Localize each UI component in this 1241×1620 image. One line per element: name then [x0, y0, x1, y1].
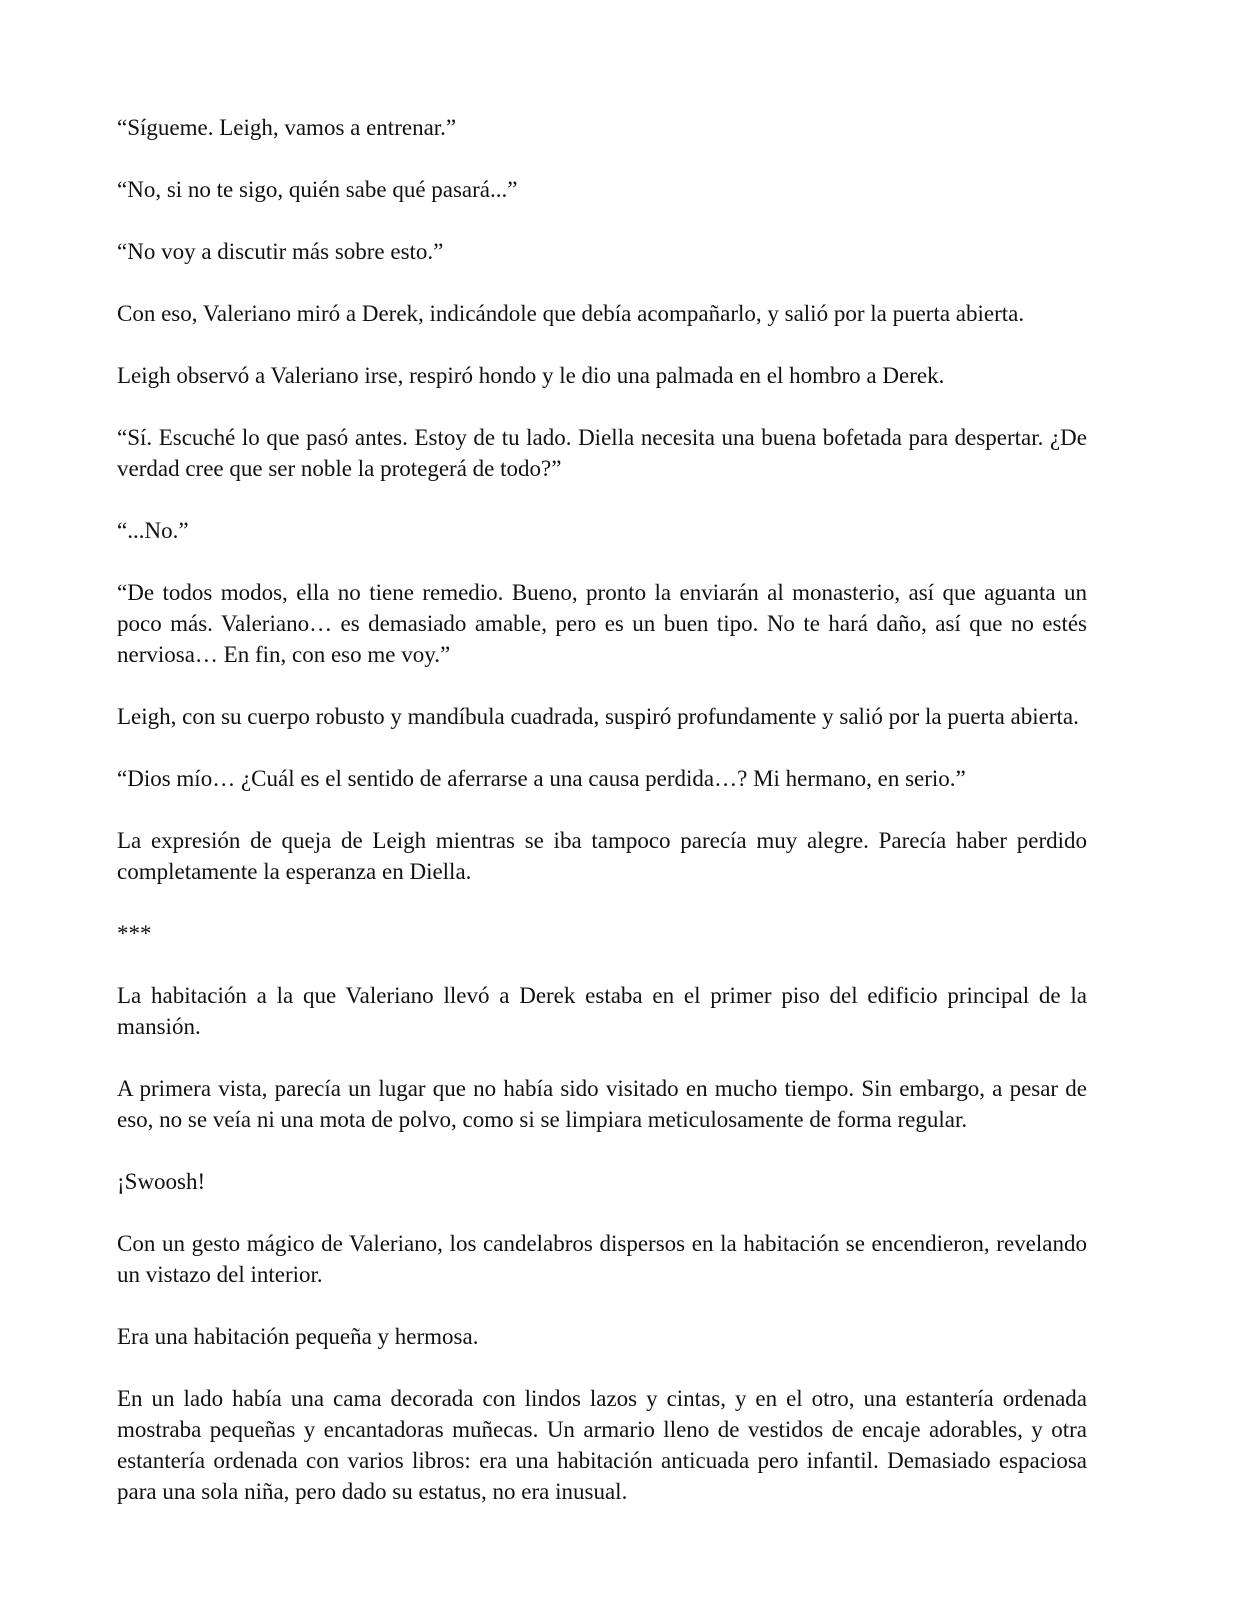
document-page — [117, 112, 1087, 1507]
paragraph: Leigh, con su cuerpo robusto y mandíbula cuadrada, suspiró profundamente y salió por la puerta abierta. — [117, 704, 1079, 729]
paragraph: Era una habitación pequeña y hermosa. — [117, 1324, 479, 1349]
paragraph: Con un gesto mágico de Valeriano, los candelabros dispersos en la habitación se encendieron, revelando un vistazo del interior. — [117, 1231, 1087, 1287]
paragraph: En un lado había una cama decorada con lindos lazos y cintas, y en el otro, una estantería ordenada mostraba pequeñas y encantadoras muñecas. Un armario lleno de vestidos de encaje adorables, y otra estantería ordenada con varios libros: era una habitación anticuada pero infantil. Demasiado espaciosa para una sola niña, pero dado su estatus, no era inusual. — [117, 1386, 1087, 1504]
scene-break: *** — [117, 921, 152, 946]
paragraph: “No, si no te sigo, quién sabe qué pasará...” — [117, 177, 518, 202]
paragraph: La expresión de queja de Leigh mientras se iba tampoco parecía muy alegre. Parecía haber perdido completamente la esperanza en Diella. — [117, 828, 1087, 884]
paragraph: Con eso, Valeriano miró a Derek, indicándole que debía acompañarlo, y salió por la puerta abierta. — [117, 301, 1025, 326]
paragraph: “...No.” — [117, 518, 189, 543]
paragraph: “Sí. Escuché lo que pasó antes. Estoy de tu lado. Diella necesita una buena bofetada para despertar. ¿De verdad cree que ser noble la protegerá de todo?” — [117, 425, 1087, 481]
paragraph: “Sígueme. Leigh, vamos a entrenar.” — [117, 115, 457, 140]
paragraph: A primera vista, parecía un lugar que no había sido visitado en mucho tiempo. Sin embargo, a pesar de eso, no se veía ni una mota de polvo, como si se limpiara meticulosamente de forma regular. — [117, 1076, 1087, 1132]
paragraph: Leigh observó a Valeriano irse, respiró hondo y le dio una palmada en el hombro a Derek. — [117, 363, 945, 388]
paragraph: “No voy a discutir más sobre esto.” — [117, 239, 444, 264]
paragraph: “De todos modos, ella no tiene remedio. Bueno, pronto la enviarán al monasterio, así que aguanta un poco más. Valeriano… es demasiado amable, pero es un buen tipo. No te hará daño, así que no estés nerviosa… En fin, con eso me voy.” — [117, 580, 1087, 667]
paragraph: “Dios mío… ¿Cuál es el sentido de aferrarse a una causa perdida…? Mi hermano, en serio.” — [117, 766, 966, 791]
paragraph: La habitación a la que Valeriano llevó a Derek estaba en el primer piso del edificio principal de la mansión. — [117, 983, 1087, 1039]
paragraph: ¡Swoosh! — [117, 1169, 206, 1194]
